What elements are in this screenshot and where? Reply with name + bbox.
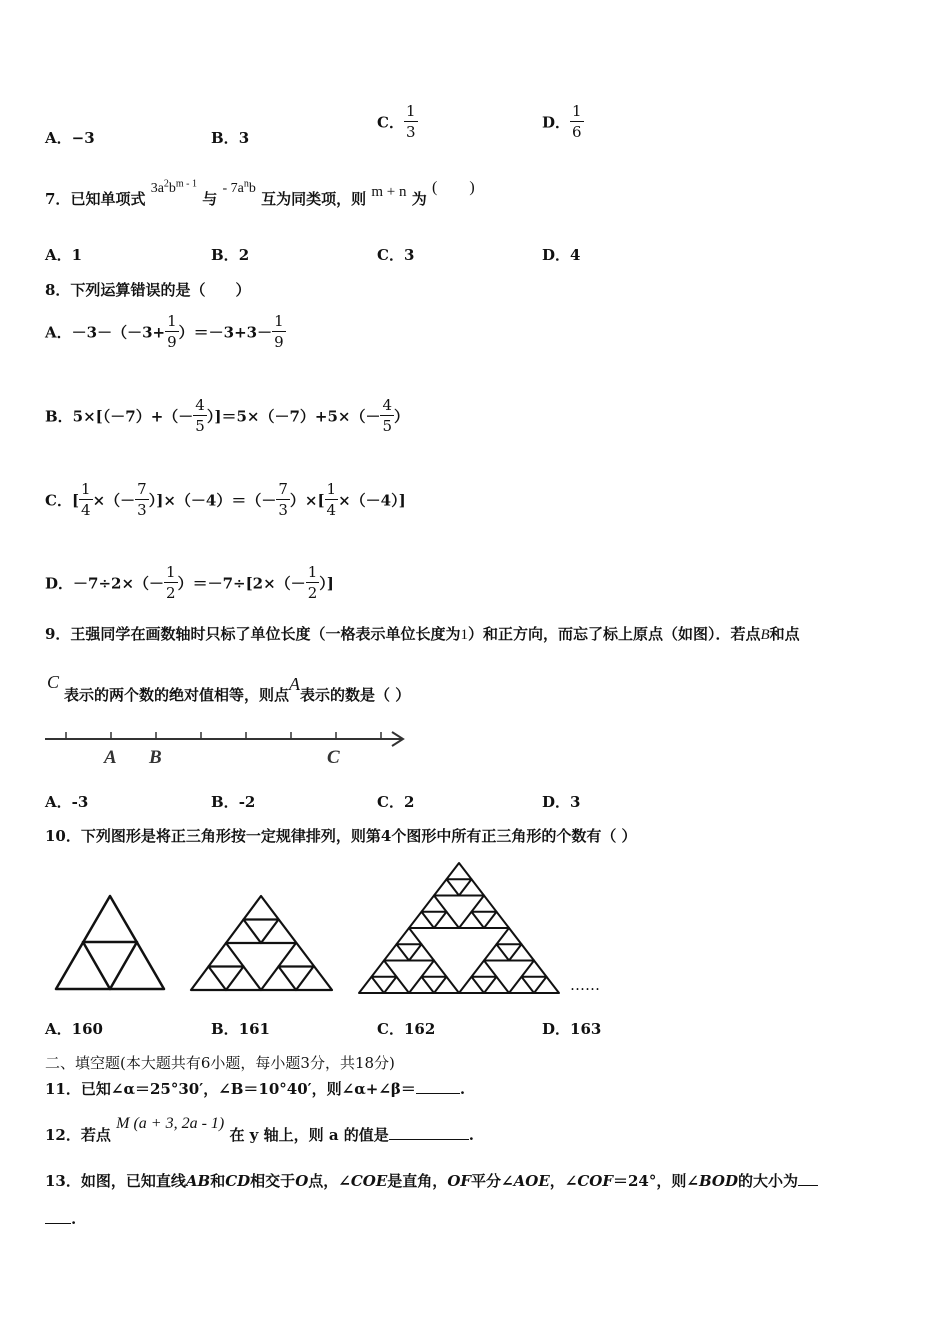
q6-option-a: A．−3 [45, 129, 95, 147]
answer-blank [389, 1139, 469, 1140]
q10-option-a: A．160 [45, 1020, 103, 1038]
q10-stem: 10．下列图形是将正三角形按一定规律排列，则第4个图形中所有正三角形的个数有（ ） [45, 827, 637, 845]
q7-option-b: B．2 [211, 246, 250, 264]
q9-point-c-label: C [47, 672, 60, 692]
q8-option-a: A．－3－（－3+ $\frac{1}{9}$ ）＝－3+3－ $\frac{1}{9}$ [45, 312, 284, 351]
triangle-pattern-figure [50, 860, 570, 1000]
q9-stem-line2: 表示的两个数的绝对值相等，则点A表示的数是（ ） [64, 674, 411, 704]
q6-option-d: D． $\frac{1}{6}$ [542, 102, 582, 141]
q10-option-d: D．163 [542, 1020, 602, 1038]
q9-option-b: B．-2 [211, 793, 256, 811]
q8-stem: 8．下列运算错误的是（ ） [45, 281, 251, 299]
q7-option-a: A．1 [45, 246, 83, 264]
q7-option-c: C．3 [377, 246, 415, 264]
q13: 13．如图，已知直线AB和CD相交于O点，∠COE是直角，OF平分∠AOE，∠COF＝24°，则∠BOD的大小为 [45, 1170, 818, 1191]
answer-blank [45, 1223, 71, 1224]
q6-option-c: C． $\frac{1}{3}$ [377, 102, 416, 141]
q7-stem: 7．已知单项式 $3a^2b^{m - 1}$ 与 - $7a^nb$ 互为同类项，则 m + n 为 ( ) [45, 178, 475, 208]
q11: 11．已知∠α＝25°30′，∠B＝10°40′，则∠α+∠β＝ . [45, 1080, 466, 1098]
axis-label-b: B [149, 747, 162, 768]
monomial-2: - $7a^nb$ [222, 178, 256, 196]
q9-stem-line1: 9．王强同学在画数轴时只标了单位长度（一格表示单位长度为1）和正方向，而忘了标上原点（如图）．若点B和点 [45, 625, 800, 643]
q6-option-b: B．3 [211, 129, 250, 147]
answer-blank [416, 1093, 460, 1094]
q7-option-d: D．4 [542, 246, 581, 264]
ellipsis: …… [570, 976, 600, 994]
q9-option-d: D．3 [542, 793, 581, 811]
q9-option-a: A．-3 [45, 793, 89, 811]
q8-option-b: B．5×[（－7）+（－ $\frac{4}{5}$ ）]＝5×（－7）+5×（－ $\frac{4}{5}$ ） [45, 396, 410, 435]
number-line-figure [40, 725, 410, 770]
q10-option-c: C．162 [377, 1020, 436, 1038]
axis-label-c: C [327, 747, 340, 768]
fraction: $\frac{1}{3}$ [405, 102, 416, 141]
monomial-1: $3a^2b^{m - 1}$ [150, 178, 198, 196]
section-heading: 二、填空题(本大题共有6小题，每小题3分，共18分) [45, 1054, 395, 1072]
q9-option-c: C．2 [377, 793, 415, 811]
axis-label-a: A [104, 747, 117, 768]
q8-option-d: D．－7÷2×（－ $\frac{1}{2}$ ）＝－7÷[2×（－ $\frac{1}{2}$ ）] [45, 563, 334, 602]
triangle-figure-2 [191, 896, 332, 990]
axis-ticks [66, 732, 381, 739]
answer-blank [798, 1185, 818, 1186]
fraction: $\frac{1}{6}$ [572, 102, 582, 141]
triangle-figure-3 [359, 863, 559, 993]
q10-option-b: B．161 [211, 1020, 270, 1038]
q12: 12．若点 M (a + 3, 2a - 1) 在 y 轴上，则 a 的值是 . [45, 1115, 475, 1144]
triangle-figure-1 [56, 896, 164, 989]
q13-continuation: . [45, 1210, 76, 1228]
q8-option-c: C．[ $\frac{1}{4}$ ×（－ $\frac{7}{3}$ ）]×（－4）＝（－ $\frac{7}{3}$ ）×[ $\frac{1}{4}$ ×（－4）] [45, 480, 406, 519]
